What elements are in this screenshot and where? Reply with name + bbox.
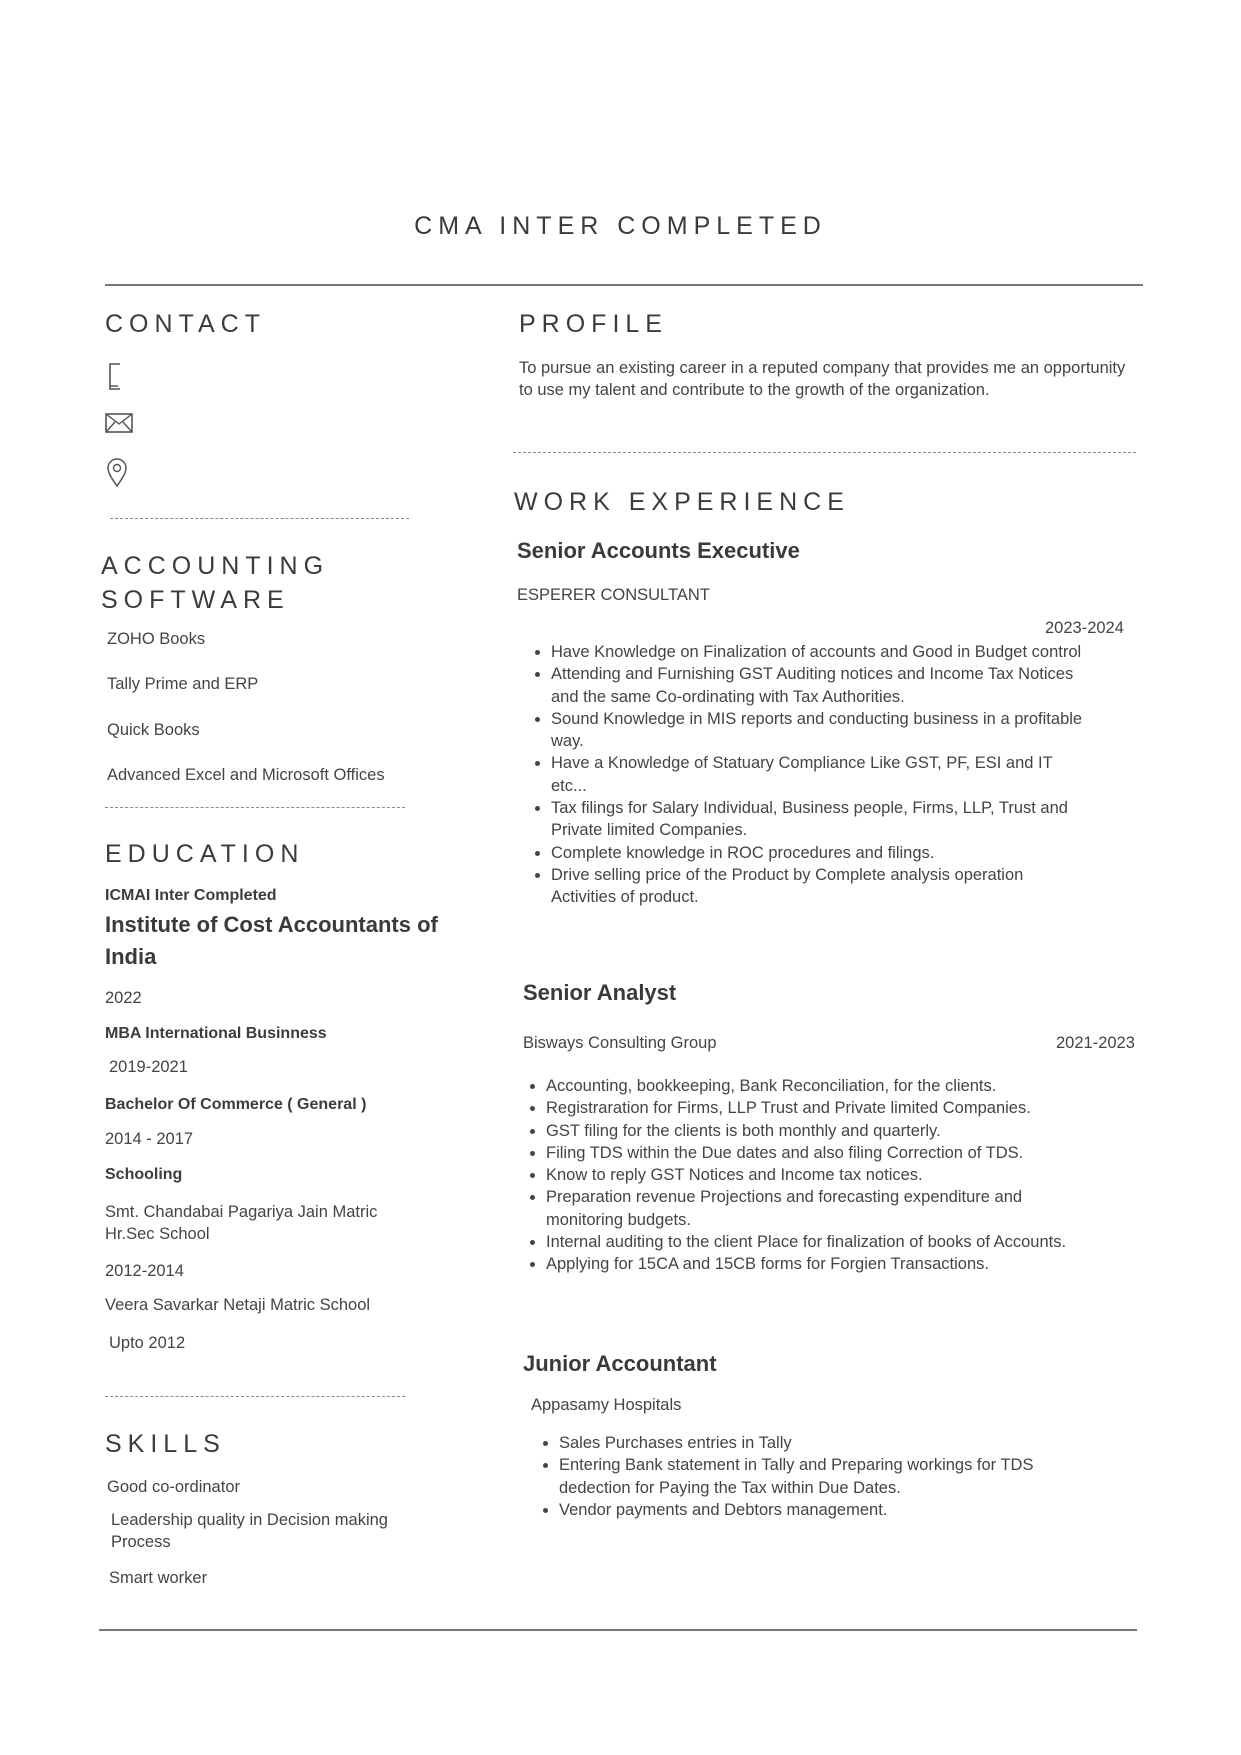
- list-item: • Have a Knowledge of Statuary Compliance Like GST, PF, ESI and IT etc...: [551, 752, 1091, 797]
- school1-name: Smt. Chandabai Pagariya Jain Matric Hr.Sec School: [105, 1203, 378, 1243]
- job-title: Senior Accounts Executive: [517, 538, 800, 563]
- bcom-years: 2014 - 2017: [105, 1130, 194, 1148]
- job-years: 2021-2023: [1056, 1034, 1135, 1052]
- email-icon: [105, 413, 133, 433]
- job-title: Junior Accountant: [523, 1351, 717, 1376]
- list-item: • Accounting, bookkeeping, Bank Reconciliation, for the clients.: [546, 1075, 1086, 1097]
- cma-qualification: ICMAI Inter Completed: [105, 887, 277, 904]
- list-item: • Filing TDS within the Due dates and also filing Correction of TDS.: [546, 1142, 1086, 1164]
- list-item: • Vendor payments and Debtors management.: [559, 1499, 1099, 1521]
- phone-icon: [107, 362, 125, 392]
- software-item: ZOHO Books: [107, 630, 206, 648]
- location-icon: [106, 458, 128, 488]
- job-title: Senior Analyst: [523, 980, 677, 1005]
- list-item: • Attending and Furnishing GST Auditing notices and Income Tax Notices and the same Co-ordinating with Tax Authorities.: [551, 663, 1091, 708]
- software-heading-line1: ACCOUNTING: [101, 552, 330, 580]
- bottom-divider: [99, 1629, 1137, 1631]
- bcom-qualification: Bachelor Of Commerce ( General ): [105, 1096, 367, 1113]
- skill-item: Leadership quality in Decision making Process: [111, 1511, 388, 1551]
- job-bullets: [516, 1075, 1086, 1276]
- list-item: • Complete knowledge in ROC procedures and filings.: [551, 842, 1091, 864]
- job-bullets: [521, 641, 1091, 909]
- document-title: CMA INTER COMPLETED: [414, 212, 827, 240]
- list-item: • Registraration for Firms, LLP Trust and Private limited Companies.: [546, 1097, 1086, 1119]
- software-heading: [101, 549, 329, 617]
- education-divider: [105, 1396, 405, 1397]
- job-company: ESPERER CONSULTANT: [517, 586, 710, 604]
- skills-heading: SKILLS: [105, 1430, 226, 1458]
- top-divider: [105, 284, 1143, 286]
- education-heading: EDUCATION: [105, 840, 305, 868]
- list-item: • Know to reply GST Notices and Income tax notices.: [546, 1164, 1086, 1186]
- mba-qualification: MBA International Businness: [105, 1025, 327, 1042]
- list-item: • Sound Knowledge in MIS reports and conducting business in a profitable way.: [551, 708, 1091, 753]
- software-divider: [105, 807, 405, 808]
- software-item: Advanced Excel and Microsoft Offices: [107, 766, 385, 784]
- list-item: • Internal auditing to the client Place for finalization of books of Accounts.: [546, 1231, 1086, 1253]
- job-company: Bisways Consulting Group: [523, 1034, 717, 1052]
- school1-years: 2012-2014: [105, 1262, 184, 1280]
- cma-institute: Institute of Cost Accountants of India: [105, 912, 438, 969]
- school2-years: Upto 2012: [109, 1334, 186, 1352]
- profile-divider: [513, 452, 1136, 453]
- software-heading-line2: SOFTWARE: [101, 586, 290, 614]
- contact-heading: CONTACT: [105, 310, 266, 338]
- job-company: Appasamy Hospitals: [531, 1396, 682, 1414]
- job-bullets: [529, 1432, 1099, 1521]
- mba-years: 2019-2021: [109, 1058, 188, 1076]
- cma-year: 2022: [105, 989, 142, 1007]
- profile-heading: PROFILE: [519, 310, 668, 338]
- software-item: Quick Books: [107, 721, 200, 739]
- skill-item: Smart worker: [109, 1569, 208, 1587]
- work-heading: WORK EXPERIENCE: [514, 488, 850, 516]
- job-years: 2023-2024: [1045, 619, 1124, 637]
- contact-divider: [110, 518, 409, 519]
- profile-text: To pursue an existing career in a reputed company that provides me an opportunity to use my talent and contribute to the growth of the organization.: [519, 359, 1126, 399]
- school2-name: Veera Savarkar Netaji Matric School: [105, 1296, 371, 1314]
- schooling-label: Schooling: [105, 1166, 183, 1183]
- list-item: • Tax filings for Salary Individual, Business people, Firms, LLP, Trust and Private limited Companies.: [551, 797, 1091, 842]
- list-item: • Have Knowledge on Finalization of accounts and Good in Budget control: [551, 641, 1091, 663]
- list-item: • Entering Bank statement in Tally and Preparing workings for TDS dedection for Paying the Tax within Due Dates.: [559, 1454, 1099, 1499]
- list-item: • Sales Purchases entries in Tally: [559, 1432, 1099, 1454]
- list-item: • Drive selling price of the Product by Complete analysis operation Activities of product.: [551, 864, 1091, 909]
- list-item: • GST filing for the clients is both monthly and quarterly.: [546, 1120, 1086, 1142]
- list-item: • Preparation revenue Projections and forecasting expenditure and monitoring budgets.: [546, 1186, 1086, 1231]
- list-item: • Applying for 15CA and 15CB forms for Forgien Transactions.: [546, 1253, 1086, 1275]
- software-item: Tally Prime and ERP: [107, 675, 259, 693]
- skill-item: Good co-ordinator: [107, 1478, 240, 1496]
